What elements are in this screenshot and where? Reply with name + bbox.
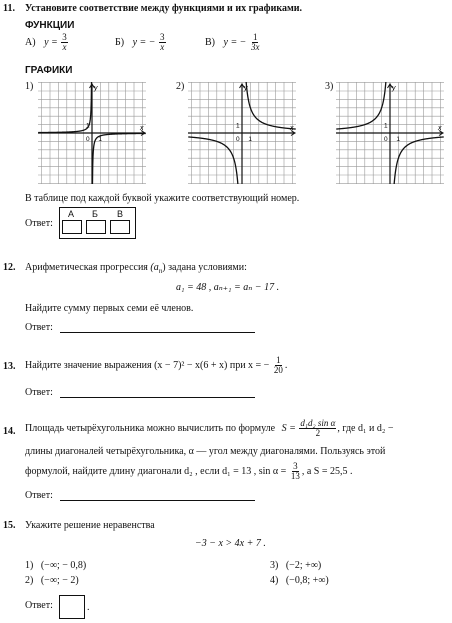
option-b-den: x xyxy=(160,42,165,52)
hyperbola-left-branch xyxy=(188,137,238,184)
q14-line1-start: Площадь четырёхугольника можно вычислить по формуле xyxy=(25,422,276,434)
y-axis-label: y xyxy=(392,85,396,92)
choice-1[interactable] xyxy=(25,560,86,571)
q14-formula-den: 2 xyxy=(315,428,321,438)
x-tick-one-label: 1 xyxy=(248,136,253,143)
q12-prompt-end: ) задана условиями: xyxy=(162,262,247,273)
option-b-letter: Б) xyxy=(115,36,125,48)
q11-number: 11. xyxy=(3,3,15,14)
choice-1-number: 1) xyxy=(25,560,34,571)
q12-answer-line[interactable] xyxy=(60,332,255,333)
choice-4-number: 4) xyxy=(270,575,279,586)
q13-end: . xyxy=(284,359,288,371)
q13-fraction xyxy=(273,356,284,375)
option-v-den: 3x xyxy=(250,42,260,52)
functions-header: ФУНКЦИИ xyxy=(25,20,75,31)
q14-line3 xyxy=(25,462,352,481)
q12-prompt xyxy=(25,262,247,275)
q13-number: 13. xyxy=(3,361,16,372)
q12-prompt-start: Арифметическая прогрессия xyxy=(25,262,148,273)
option-a-letter: А) xyxy=(25,36,36,48)
option-b-num: 3 xyxy=(160,32,165,42)
q14-formula-num: d₁d₂ sin α xyxy=(300,418,336,428)
table-header-v: В xyxy=(117,209,124,219)
q14-line3-start: формулой, найдите длину диагонали d₂ , если d₁ = 13 , sin α = xyxy=(25,465,287,477)
q12-question: Найдите сумму первых семи её членов. xyxy=(25,303,194,314)
choice-4-text: (−0,8; +∞) xyxy=(285,575,329,586)
x-tick-one-label: 1 xyxy=(396,136,401,143)
q14-answer-label: Ответ: xyxy=(25,490,53,501)
choice-3-text: (−2; +∞) xyxy=(285,560,322,571)
hyperbola-right-branch xyxy=(246,82,296,129)
origin-label: 0 xyxy=(384,136,388,143)
q14-line3-num: 3 xyxy=(293,461,298,471)
q14-line2: длины диагоналей четырёхугольника, α — угол между диагоналями. Пользуясь этой xyxy=(25,446,386,457)
option-v-letter: В) xyxy=(205,36,215,48)
q14-answer-line[interactable] xyxy=(60,500,255,501)
choice-2[interactable] xyxy=(25,575,79,586)
q15-number: 15. xyxy=(3,520,16,531)
y-axis-label: y xyxy=(244,85,248,92)
graph-1-label: 1) xyxy=(25,81,34,92)
q11-prompt: Установите соответствие между функциями и их графиками. xyxy=(25,3,303,14)
choice-3-number: 3) xyxy=(270,560,279,571)
q11-answer-table xyxy=(59,207,136,239)
q14-line3-end: , а S = 25,5 . xyxy=(301,465,353,477)
choice-2-text: (−∞; − 2) xyxy=(40,575,79,586)
q13-frac-den: 20 xyxy=(273,365,283,375)
option-v-num: 1 xyxy=(252,32,258,42)
q15-answer-label: Ответ: xyxy=(25,600,53,611)
q15-answer-end: . xyxy=(87,602,90,613)
choice-3[interactable] xyxy=(270,560,321,571)
graph-3 xyxy=(336,82,444,184)
answer-cell-a[interactable] xyxy=(62,220,82,234)
y-tick-one-label: 1 xyxy=(384,122,388,130)
option-a-den: x xyxy=(62,42,67,52)
y-axis-label: y xyxy=(94,85,98,92)
q14-line3-fraction xyxy=(290,462,301,481)
origin-label: 0 xyxy=(236,136,240,143)
graph-2-label: 2) xyxy=(176,81,185,92)
q14-formula-fraction xyxy=(299,419,336,438)
option-b xyxy=(115,33,167,52)
q13-answer-label: Ответ: xyxy=(25,387,53,398)
answer-cell-b[interactable] xyxy=(86,220,106,234)
choice-2-number: 2) xyxy=(25,575,34,586)
option-v-fraction xyxy=(250,33,261,52)
graphs-header: ГРАФИКИ xyxy=(25,65,73,76)
q14-line1 xyxy=(25,419,393,438)
option-b-lhs: y = − xyxy=(132,36,156,48)
q11-instruction: В таблице под каждой буквой укажите соответствующий номер. xyxy=(25,193,300,204)
q15-answer-box[interactable] xyxy=(59,595,85,619)
option-a-fraction xyxy=(61,33,68,52)
option-a xyxy=(25,33,69,52)
x-axis-label: x xyxy=(290,125,294,132)
graph-2 xyxy=(188,82,296,184)
answer-cell-v[interactable] xyxy=(110,220,130,234)
option-a-lhs: y = xyxy=(44,36,58,48)
table-header-b: Б xyxy=(92,209,98,219)
q12-seq: (a xyxy=(150,262,159,273)
q13-answer-line[interactable] xyxy=(60,397,255,398)
y-tick-one-label: 1 xyxy=(236,122,240,130)
table-header-a: А xyxy=(68,209,75,219)
q15-prompt: Укажите решение неравенства xyxy=(25,520,155,531)
q14-line3-den: 13 xyxy=(290,471,300,481)
q12-condition: a₁ = 48 , aₙ₊₁ = aₙ − 17 . xyxy=(176,282,280,293)
q14-number: 14. xyxy=(3,426,16,437)
graph-3-label: 3) xyxy=(325,81,334,92)
q15-inequality: −3 − x > 4x + 7 . xyxy=(195,538,266,549)
q12-seq-sub: n xyxy=(158,267,163,275)
origin-label: 0 xyxy=(86,136,90,143)
x-tick-one-label: 1 xyxy=(98,136,103,143)
q14-line1-end: , где d₁ и d₂ − xyxy=(337,422,394,434)
option-b-fraction xyxy=(159,33,166,52)
choice-4[interactable] xyxy=(270,575,329,586)
x-axis-label: x xyxy=(438,125,442,132)
q11-answer-label: Ответ: xyxy=(25,218,53,229)
option-a-num: 3 xyxy=(62,32,67,42)
q12-answer-label: Ответ: xyxy=(25,322,53,333)
option-v xyxy=(205,33,261,52)
x-axis-label: x xyxy=(140,125,144,132)
q14-formula-lhs: S = xyxy=(281,422,296,434)
hyperbola-right-branch xyxy=(394,137,444,184)
q13-prompt xyxy=(25,356,287,375)
q13-frac-num: 1 xyxy=(276,355,281,365)
choice-1-text: (−∞; − 0,8) xyxy=(40,560,87,571)
hyperbola-left-branch xyxy=(336,82,386,129)
q13-prompt-text: Найдите значение выражения (x − 7)² − x(6 + x) при x = − xyxy=(25,359,270,371)
graph-1 xyxy=(38,82,146,184)
q12-number: 12. xyxy=(3,262,16,273)
option-v-lhs: y = − xyxy=(223,36,247,48)
y-tick-one-label: 1 xyxy=(86,122,90,130)
